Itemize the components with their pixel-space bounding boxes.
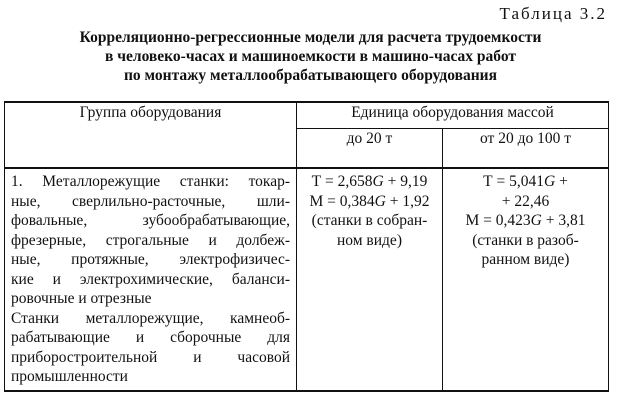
group-line: фовальные, зубообрабатывающие, (11, 212, 290, 229)
group-line: фрезерные, строгальные и долбеж- (11, 231, 290, 249)
table-caption (0, 28, 621, 85)
group-line: приборостроительной и часовой (11, 348, 290, 366)
formula-cell-up-to-20 (297, 168, 443, 391)
formula-line: (станки в разоб- (472, 231, 579, 249)
caption-line-1: Корреляционно-регрессионные модели для расчета трудоемкости (79, 29, 542, 46)
formula-line: + 22,46 (501, 192, 550, 210)
group-line: ные, сверлильно-расточные, шли- (11, 192, 290, 210)
group-line: промышленности (11, 368, 128, 385)
group-line: кие и электрохимические, баланси- (11, 270, 290, 288)
models-table (4, 101, 609, 392)
header-col-20-to-100: от 20 до 100 т (443, 129, 609, 169)
header-col-up-to-20: до 20 т (297, 129, 443, 169)
formula-line: М = 0,384G + 1,92 (309, 192, 430, 210)
header-unit: Единица оборудования массой (297, 102, 609, 129)
formula-line: Т = 5,041G + (483, 173, 568, 190)
header-group: Группа оборудования (5, 102, 297, 168)
group-line: Станки металлорежущие, камнеоб- (11, 309, 290, 327)
formula-line: ранном виде) (481, 251, 570, 268)
formula-line: ном виде) (337, 231, 402, 249)
caption-line-2: в человеко-часах и машиноемкости в машино-часах работ (105, 48, 516, 65)
formula-cell-20-to-100 (443, 168, 609, 391)
group-cell (5, 168, 297, 391)
formula-line: Т = 2,658G + 9,19 (311, 173, 428, 190)
table-number: Таблица 3.2 (499, 4, 607, 23)
formula-line: (станки в собран- (311, 212, 428, 229)
group-line: ные, протяжные, электрофизичес- (11, 251, 290, 268)
group-line: рабатывающие и сборочные для (11, 329, 290, 346)
group-line: 1. Металлорежущие станки: токар- (11, 173, 290, 190)
caption-line-3: по монтажу металлообрабатывающего оборудования (124, 67, 497, 84)
formula-line: М = 0,423G + 3,81 (465, 212, 586, 229)
group-line: ровочные и отрезные (11, 290, 152, 307)
